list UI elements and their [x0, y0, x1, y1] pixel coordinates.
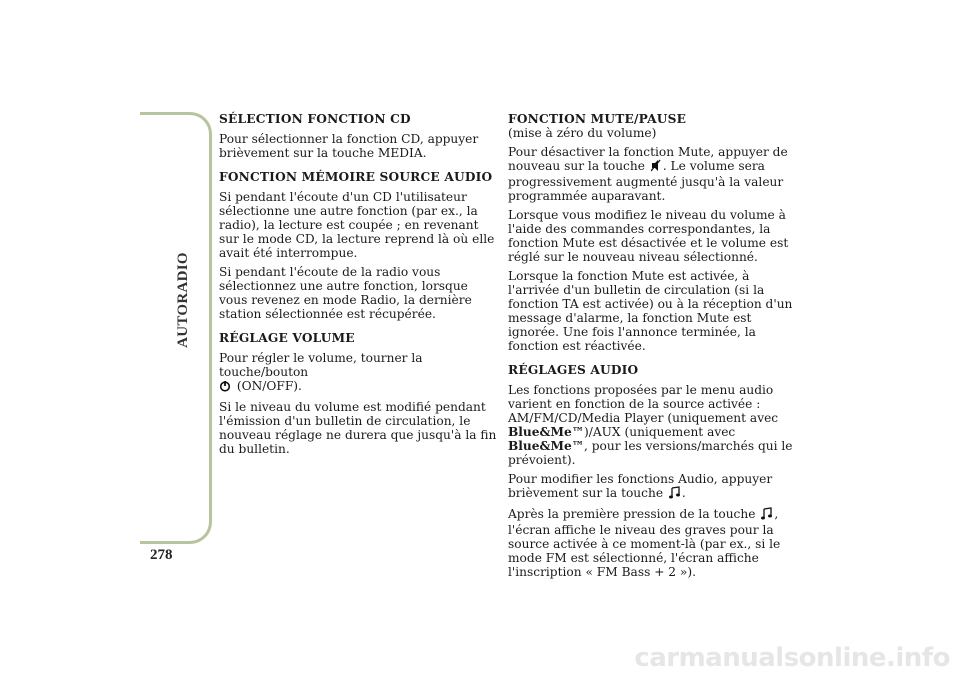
section-label: AUTORADIO	[175, 252, 191, 348]
text-run: Après la première pression de la touche	[508, 507, 756, 521]
text-run: Pour désactiver la fonction Mute, appuyer de nouveau sur la touche	[508, 145, 788, 173]
page-number: 278	[150, 547, 173, 563]
paragraph: Si pendant l'écoute d'un CD l'utilisateur sélectionne une autre fonction (par ex., la radio), la lecture est coupée ; en revenant sur le mode CD, la lecture reprend là où elle avait été interrompue.	[219, 190, 495, 260]
mute-icon	[651, 159, 661, 175]
heading-mute: FONCTION MUTE/PAUSE	[508, 112, 687, 126]
text-run: .	[681, 486, 686, 500]
brand-name: Blue&Me™	[508, 439, 584, 453]
paragraph: Si pendant l'écoute de la radio vous sélectionnez une autre fonction, lorsque vous revenez en mode Radio, la dernière station sélectionnée est récupérée.	[219, 265, 472, 321]
right-column	[508, 112, 793, 584]
heading-cd: SÉLECTION FONCTION CD	[219, 112, 411, 126]
heading-volume: RÉGLAGE VOLUME	[219, 331, 355, 345]
text-run: Les fonctions proposées par le menu audio varient en fonction de la source activée : AM/FM/CD/Media Player (uniquement avec	[508, 383, 779, 425]
music-note-icon	[761, 507, 772, 523]
watermark: carmanualsonline.info	[634, 643, 950, 673]
text-run: , pour les versions/marchés qui le prévoient).	[508, 439, 793, 467]
power-icon	[219, 380, 231, 395]
paragraph	[219, 351, 499, 395]
paragraph: Si le niveau du volume est modifié pendant l'émission d'un bulletin de circulation, le nouveau réglage ne durera que jusqu'à la fin du bulletin.	[219, 400, 497, 456]
subheading: (mise à zéro du volume)	[508, 126, 657, 140]
paragraph: Lorsque la fonction Mute est activée, à l'arrivée d'un bulletin de circulation (si la fonction TA est activée) ou à la réception d'un message d'alarme, la fonction Mute est ignorée. Une fois l'annonce terminée, la fonction est réactivée.	[508, 269, 793, 353]
left-column	[219, 112, 499, 461]
heading-memory: FONCTION MÉMOIRE SOURCE AUDIO	[219, 170, 493, 184]
paragraph: Lorsque vous modifiez le niveau du volume à l'aide des commandes correspondantes, la fonction Mute est désactivée et le volume est réglé sur le nouveau niveau sélectionné.	[508, 208, 789, 264]
text-run: , l'écran affiche le niveau des graves pour la source activée à ce moment-là (par ex., si le mode FM est sélectionné, l'écran affiche l'inscription « FM Bass + 2 »).	[508, 507, 781, 579]
music-note-icon	[669, 486, 680, 502]
paragraph	[508, 383, 793, 467]
paragraph	[508, 507, 793, 579]
text-run: )/AUX (uniquement avec	[583, 425, 736, 439]
paragraph: Pour sélectionner la fonction CD, appuyer brièvement sur la touche MEDIA.	[219, 132, 479, 160]
text-run: (ON/OFF).	[236, 379, 302, 393]
text-run: . Le volume sera progressivement augmenté jusqu'à la valeur programmée auparavant.	[508, 159, 784, 203]
paragraph	[508, 472, 793, 502]
heading-audio: RÉGLAGES AUDIO	[508, 363, 639, 377]
text-run: Pour modifier les fonctions Audio, appuyer brièvement sur la touche	[508, 472, 773, 500]
text-run: Pour régler le volume, tourner la touche/bouton	[219, 351, 423, 379]
paragraph	[508, 145, 793, 203]
brand-name: Blue&Me™	[508, 425, 584, 439]
